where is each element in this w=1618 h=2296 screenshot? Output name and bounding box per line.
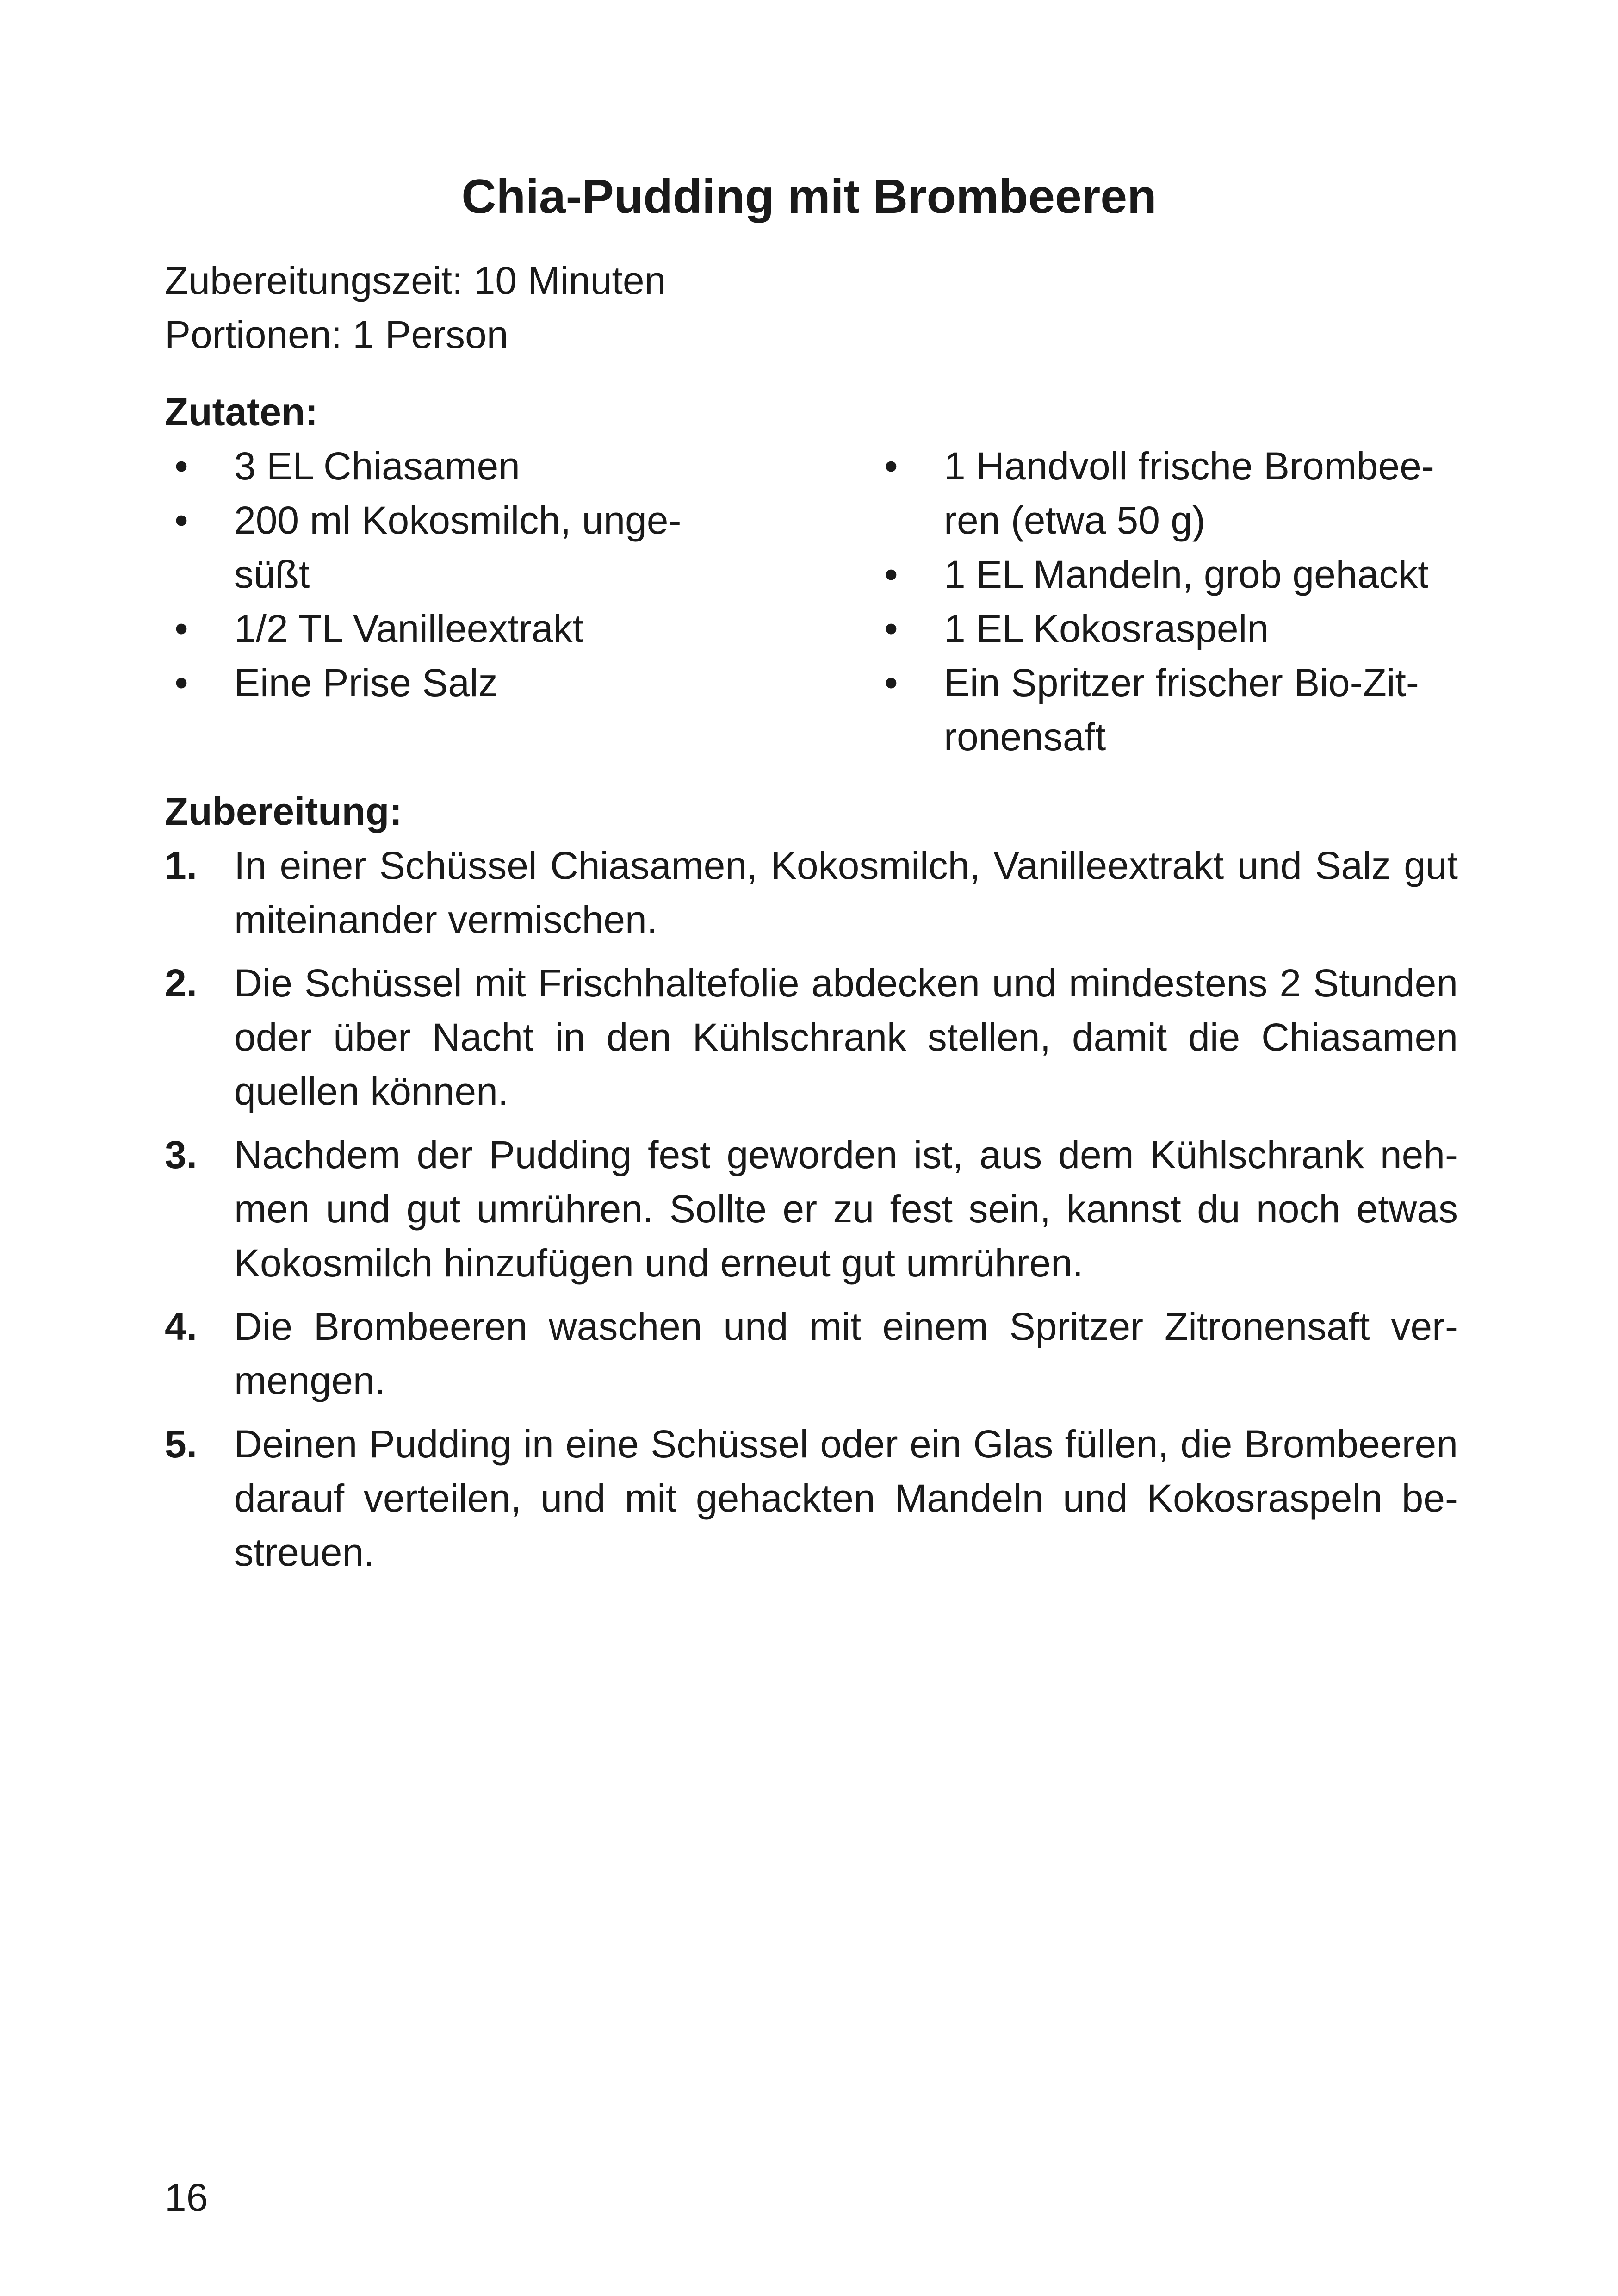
recipe-meta [165,254,666,362]
ingredient-item [165,439,743,493]
step-number: 3. [165,1133,198,1176]
ingredient-text: 1/2 TL Vanilleextrakt [234,607,583,650]
ingredient-item [165,602,743,656]
ingredient-text: 1 Handvoll frische Brombee-ren (etwa 50 g) [944,444,1434,542]
step-text: In einer Schüssel Chiasamen, Kokosmilch, Vanilleextrakt und Salz gut miteinander vermischen. [234,844,1458,941]
step-number: 4. [165,1305,198,1348]
bullet-icon: • [884,661,898,704]
ingredient-item [874,602,1462,656]
step-text: Deinen Pudding in eine Schüssel oder ein Glas füllen, die Brombeeren darauf verteilen, und mit gehackten Mandeln und Kokosraspeln be-streuen. [234,1422,1458,1574]
page-number: 16 [165,2176,208,2219]
step-item [165,956,1458,1119]
servings: Portionen: 1 Person [165,313,508,356]
ingredient-text: Eine Prise Salz [234,661,498,704]
step-number: 1. [165,844,198,887]
ingredient-text: 3 EL Chiasamen [234,444,520,488]
ingredients-list-right [874,439,1462,764]
step-text: Die Brombeeren waschen und mit einem Spritzer Zitronensaft ver-mengen. [234,1305,1458,1402]
ingredients-heading: Zutaten: [165,390,318,434]
prep-time: Zubereitungszeit: 10 Minuten [165,259,666,302]
step-number: 5. [165,1422,198,1466]
bullet-icon: • [884,553,898,596]
ingredient-text: 1 EL Mandeln, grob gehackt [944,553,1429,596]
ingredient-item [165,493,743,602]
ingredient-text: 1 EL Kokosraspeln [944,607,1269,650]
ingredient-text: Ein Spritzer frischer Bio-Zit-ronensaft [944,661,1419,759]
step-text: Nachdem der Pudding fest geworden ist, aus dem Kühlschrank neh-men und gut umrühren. Sollte er zu fest sein, kannst du noch etwas Kokosmilch hinzufügen und erneut gut umrühren. [234,1133,1458,1285]
page-title: Chia-Pudding mit Brombeeren [461,170,1157,224]
bullet-icon: • [174,444,188,488]
ingredient-item [874,656,1462,764]
step-text: Die Schüssel mit Frischhaltefolie abdecken und mindestens 2 Stunden oder über Nacht in den Kühlschrank stellen, damit die Chiasamen quellen können. [234,961,1458,1113]
ingredient-item [165,656,743,710]
bullet-icon: • [174,498,188,542]
step-item [165,1128,1458,1290]
ingredient-text: 200 ml Kokosmilch, unge-süßt [234,498,682,596]
step-number: 2. [165,961,198,1005]
ingredient-item [874,439,1462,548]
step-item [165,1417,1458,1580]
step-item [165,839,1458,947]
ingredients-list-left [165,439,743,710]
preparation-steps [165,839,1458,1589]
preparation-heading: Zubereitung: [165,790,403,833]
bullet-icon: • [884,444,898,488]
bullet-icon: • [174,607,188,650]
ingredient-item [874,548,1462,602]
step-item [165,1300,1458,1408]
bullet-icon: • [884,607,898,650]
bullet-icon: • [174,661,188,704]
